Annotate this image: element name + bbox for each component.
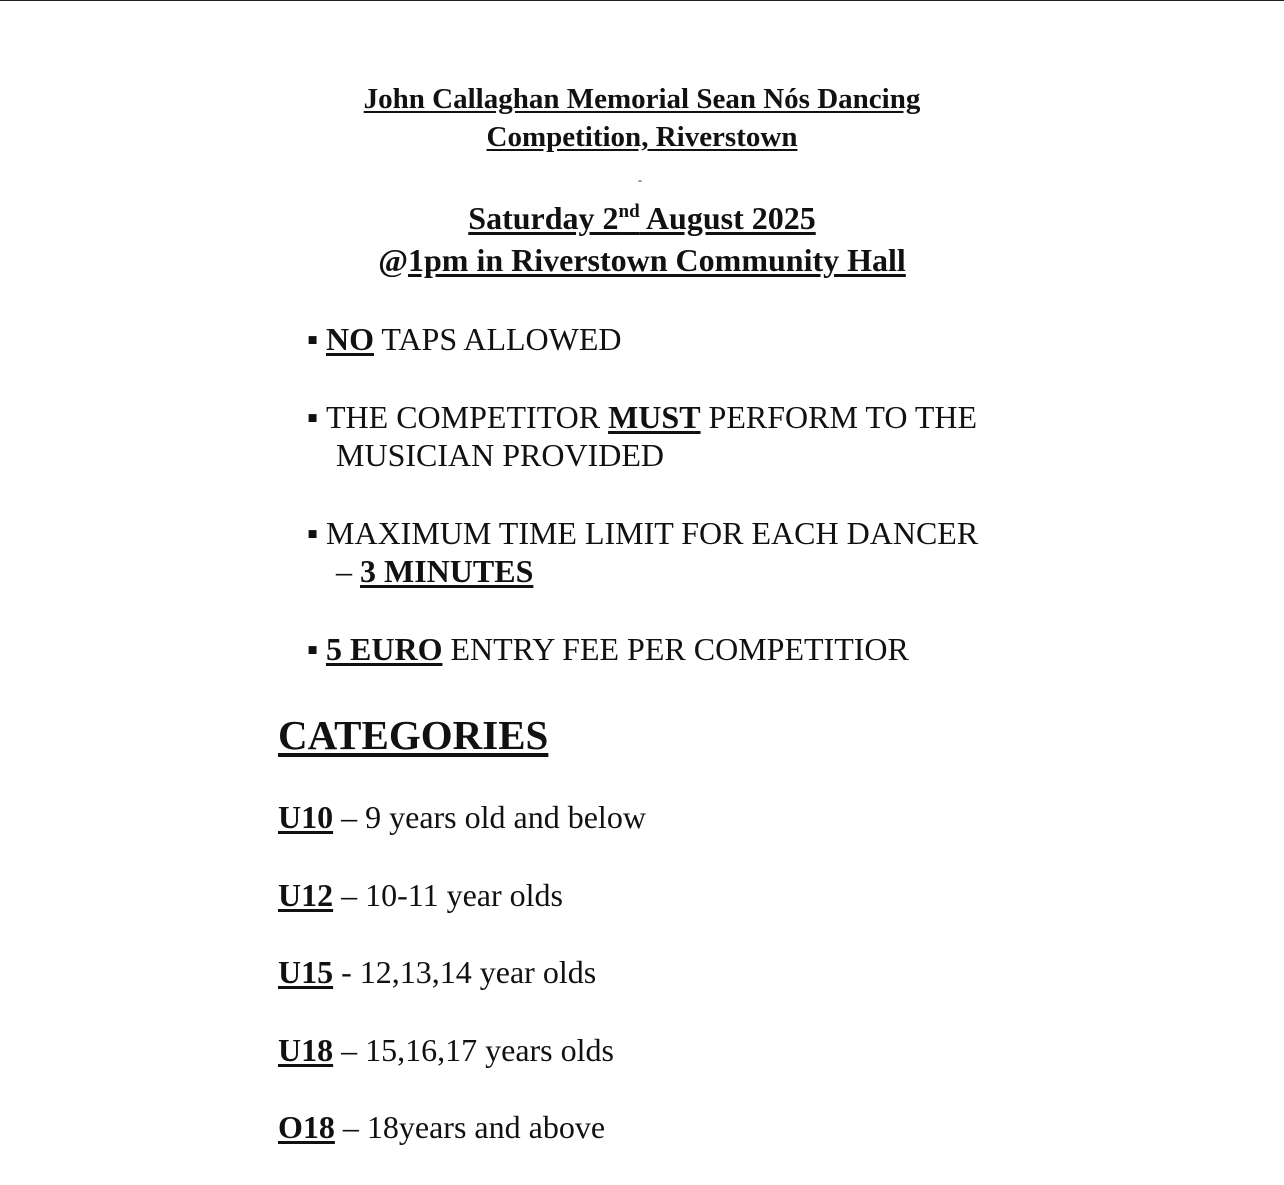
category-code: U18 [278, 1031, 334, 1068]
rule-emphasis: MUST [608, 399, 701, 435]
document-title [0, 80, 1284, 156]
bullet-icon: ▪ [307, 515, 319, 551]
rule-text: MAXIMUM TIME LIMIT FOR EACH DANCER [326, 515, 979, 551]
category-item [278, 1030, 646, 1070]
rule-dash: – [336, 553, 360, 589]
rule-text: THE COMPETITOR [326, 399, 609, 435]
event-venue-at: @ [378, 242, 408, 278]
top-border [0, 0, 1284, 1]
title-line-1: John Callaghan Memorial Sean Nós Dancing [363, 83, 921, 115]
title-line-2: Competition, Riverstown [486, 121, 798, 153]
category-description: - 12,13,14 year olds [333, 954, 597, 990]
categories-heading: CATEGORIES [278, 712, 549, 758]
rule-item [305, 398, 1025, 474]
category-code: U12 [278, 876, 334, 913]
event-venue [0, 239, 1284, 281]
categories-list [278, 797, 646, 1185]
event-date-start: Saturday 2 [468, 200, 619, 236]
rules-list [305, 320, 1025, 668]
rule-text: ENTRY FEE PER COMPETITIOR [442, 631, 909, 667]
event-date-ordinal: nd [618, 201, 640, 222]
bullet-icon: ▪ [307, 631, 319, 667]
rule-item [305, 514, 1025, 590]
category-code: U15 [278, 954, 334, 990]
rule-text: PERFORM TO THE [700, 399, 978, 435]
category-code: U10 [278, 799, 334, 835]
event-details [0, 197, 1284, 281]
event-date-end: August 2025 [639, 200, 816, 236]
bullet-icon: ▪ [307, 399, 319, 435]
event-date [0, 197, 1284, 239]
category-code: O18 [278, 1109, 335, 1145]
category-item [278, 1107, 646, 1147]
category-description: – 15,16,17 years olds [333, 1031, 614, 1068]
category-item [278, 797, 646, 837]
rule-emphasis: NO [326, 321, 374, 357]
category-description: – 9 years old and below [333, 799, 646, 835]
rule-emphasis: 5 EURO [326, 631, 443, 667]
rule-item [305, 630, 1025, 668]
category-description: – 10-11 year olds [333, 876, 563, 913]
stray-dash-mark: - [638, 173, 642, 187]
rule-continuation: MUSICIAN PROVIDED [336, 437, 665, 473]
category-description: – 18years and above [334, 1109, 606, 1145]
category-item [278, 952, 646, 992]
rule-continuation [326, 552, 1025, 590]
event-venue-text: 1pm in Riverstown Community Hall [407, 242, 906, 278]
category-item [278, 875, 646, 915]
rule-item [305, 320, 1025, 358]
rule-emphasis: 3 MINUTES [360, 553, 534, 589]
bullet-icon: ▪ [307, 321, 319, 357]
rule-text: TAPS ALLOWED [374, 321, 622, 357]
